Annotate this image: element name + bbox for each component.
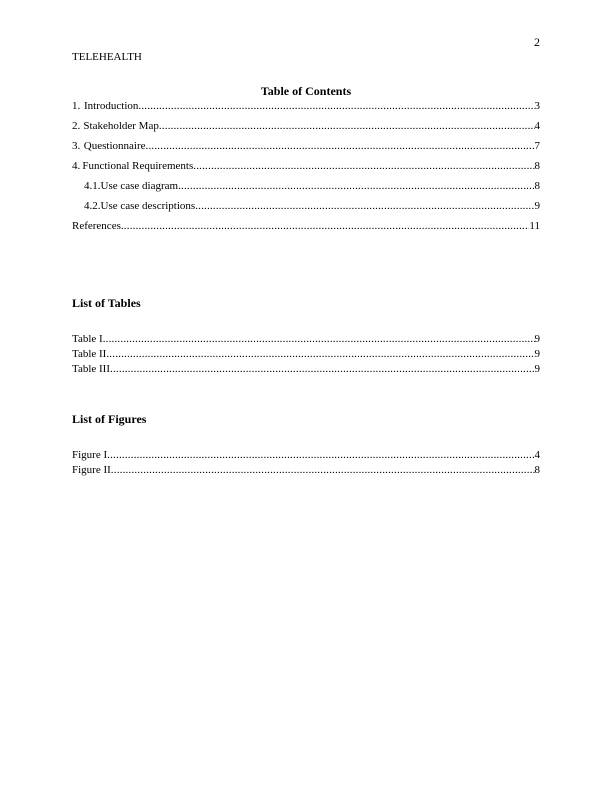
- list-of-tables: [72, 332, 540, 377]
- running-head: TELEHEALTH: [72, 51, 142, 63]
- dot-leader: [195, 199, 534, 213]
- toc-entry-number: 2.: [72, 120, 81, 132]
- list-of-figures: [72, 448, 540, 478]
- toc-entry-page: 8: [534, 180, 540, 192]
- dot-leader: [121, 219, 530, 233]
- dot-leader: [103, 332, 535, 346]
- toc-entry-page: 8: [534, 160, 540, 172]
- toc-entry-page: 3: [534, 100, 540, 112]
- table-entry-label: Table I: [72, 333, 103, 345]
- toc-entry-number: 4.2.: [84, 200, 101, 212]
- toc-entry-questionnaire[interactable]: [72, 139, 540, 159]
- table-entry-page: 9: [534, 363, 540, 375]
- table-entry[interactable]: [72, 332, 540, 347]
- toc-entry-label: Introduction: [84, 100, 139, 112]
- figure-entry-page: 8: [534, 464, 540, 476]
- toc-entry-label: Functional Requirements: [82, 160, 194, 172]
- toc-entry-number: 4.: [72, 160, 81, 172]
- toc-entry-label: Questionnaire: [83, 140, 146, 152]
- toc-entry-use-case-diagram[interactable]: [72, 179, 540, 199]
- table-entry[interactable]: [72, 347, 540, 362]
- dot-leader: [107, 448, 534, 462]
- toc-entry-number: 1.: [72, 100, 81, 112]
- toc-entry-page: 7: [534, 140, 540, 152]
- dot-leader: [159, 119, 535, 133]
- toc-title: Table of Contents: [260, 84, 352, 98]
- toc-entry-label: Stakeholder Map: [83, 120, 159, 132]
- toc-entry-use-case-descriptions[interactable]: [72, 199, 540, 219]
- table-entry-label: Table III: [72, 363, 111, 375]
- figure-entry-label: Figure II: [72, 464, 111, 476]
- dot-leader: [111, 463, 535, 477]
- toc-entry-page: 11: [529, 220, 540, 232]
- table-entry-label: Table II: [72, 348, 107, 360]
- dot-leader: [193, 159, 534, 173]
- figure-entry[interactable]: [72, 463, 540, 478]
- dot-leader: [178, 179, 534, 193]
- figure-entry[interactable]: [72, 448, 540, 463]
- dot-leader: [106, 347, 534, 361]
- figure-entry-page: 4: [534, 449, 540, 461]
- dot-leader: [146, 139, 535, 153]
- table-entry-page: 9: [534, 333, 540, 345]
- toc-list: [72, 99, 540, 239]
- toc-entry-page: 9: [534, 200, 540, 212]
- toc-entry-number: 3.: [72, 140, 81, 152]
- toc-entry-number: 4.1.: [84, 180, 101, 192]
- toc-entry-stakeholder-map[interactable]: [72, 119, 540, 139]
- toc-entry-label: References: [72, 220, 121, 232]
- table-entry-page: 9: [534, 348, 540, 360]
- dot-leader: [138, 99, 534, 113]
- toc-entry-label: Use case diagram: [100, 180, 179, 192]
- dot-leader: [110, 362, 534, 376]
- toc-entry-label: Use case descriptions: [100, 200, 196, 212]
- list-of-tables-heading: List of Tables: [72, 296, 141, 310]
- table-entry[interactable]: [72, 362, 540, 377]
- list-of-figures-heading: List of Figures: [72, 412, 147, 426]
- toc-entry-functional-requirements[interactable]: [72, 159, 540, 179]
- page-number: 2: [534, 35, 540, 49]
- figure-entry-label: Figure I: [72, 449, 108, 461]
- toc-entry-page: 4: [534, 120, 540, 132]
- toc-entry-introduction[interactable]: [72, 99, 540, 119]
- toc-entry-references[interactable]: [72, 219, 540, 239]
